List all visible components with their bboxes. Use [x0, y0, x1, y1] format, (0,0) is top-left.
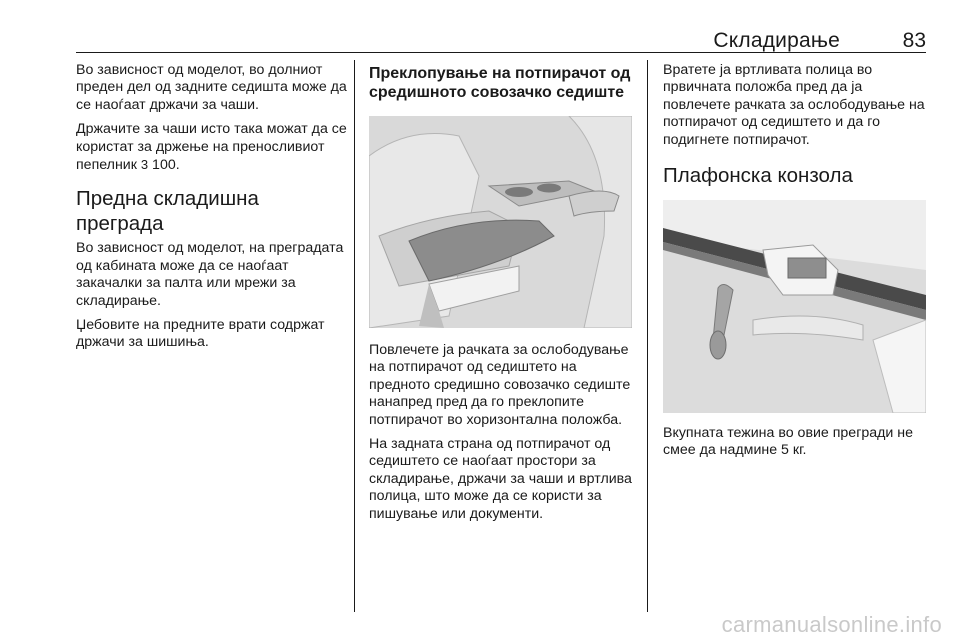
heading-overhead-console: Плафонска конзола [663, 164, 853, 188]
column-1 [76, 62, 348, 359]
page-number: 83 [902, 29, 926, 52]
column-divider-2 [647, 60, 648, 612]
overhead-console-illustration [663, 200, 926, 413]
armrest-illustration [369, 116, 632, 328]
heading-front-storage: Предна складишна преграда [76, 187, 259, 236]
column-divider-1 [354, 60, 355, 612]
paragraph-ashtray [76, 121, 348, 174]
heading-fold-armrest: Преклопување на потпирачот од средишното совозачко седиште [369, 65, 631, 101]
page-header-title: Складирање [713, 29, 840, 52]
paragraph-release-lever: Повлечете ја рачката за ослободување на потпирачот од седиштето на предното средишно совозачко седиште нанапред пред да го преклопите потпирачот во хоризонтална положба. [369, 342, 631, 428]
paragraph-weight-limit: Вкупната тежина во овие прегради не смее да надмине 5 кг. [663, 425, 914, 459]
paragraph-coat-hooks: Во зависност од моделот, на преградата од кабината може да се наоѓаат закачалки за палта или мрежи за складирање. [76, 240, 344, 309]
paragraph-return-shelf: Вратете ја вртливата полица во првичната положба пред да ја повлечете рачката за ослободување на потпирачот од седиштето и да го подигнете потпирачот. [663, 62, 925, 148]
paragraph-armrest-storage: На задната страна од потпирачот од седиштето се наоѓаат простори за складирање, држачи за чаши и вртлива полица, што може да се користи за пишување или документи. [369, 436, 632, 522]
header-rule [76, 52, 926, 53]
watermark: carmanualsonline.info [721, 612, 942, 637]
paragraph-cup-holders: Во зависност од моделот, во долниот преден дел од задните седишта може да се наоѓаат држачи за чаши. [76, 62, 347, 113]
column-3 [663, 62, 926, 467]
paragraph-door-pockets: Џебовите на предните врати содржат држачи за шишиња. [76, 317, 325, 351]
page-reference-icon[interactable]: 3 [140, 157, 149, 173]
page-reference-number[interactable]: 100. [148, 157, 180, 174]
paragraph-ashtray-text: Држачите за чаши исто така можат да се користат за држење на преносливиот пепелник [76, 121, 347, 174]
column-2 [369, 62, 632, 530]
